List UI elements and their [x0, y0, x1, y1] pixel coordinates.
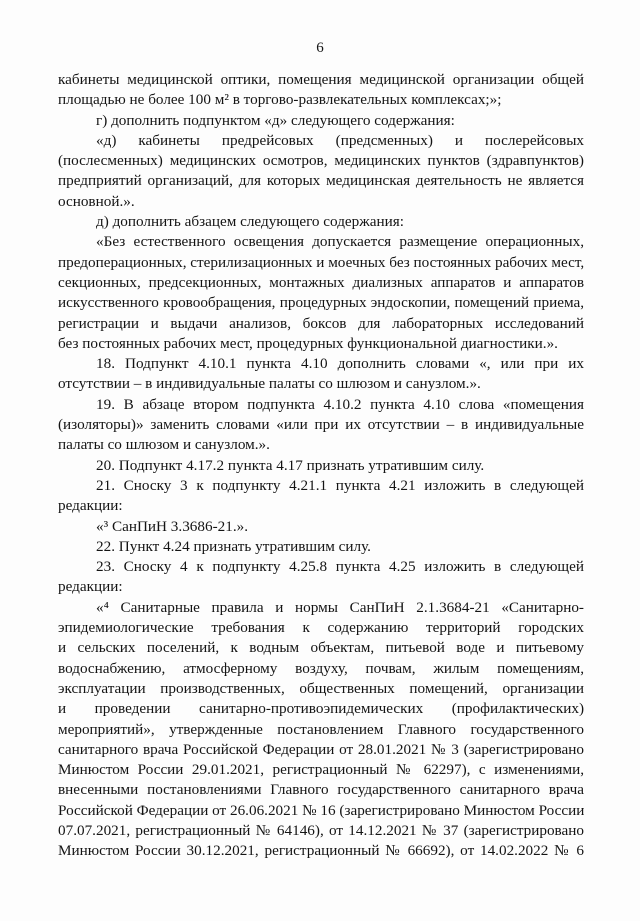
text-line: внесенными постановлениями Главного государственного санитарного врача — [58, 781, 584, 799]
text-line: 22. Пункт 4.24 признать утратившим силу. — [96, 537, 371, 555]
text-line: водоснабжению, атмосферному воздуху, почвам, жилым помещениям, — [58, 659, 584, 677]
text-line: Минюстом России 29.01.2021, регистрационный № 62297), с изменениями, — [58, 761, 584, 779]
text-line: секционных, предсекционных, монтажных диализных аппаратов и аппаратов — [58, 273, 584, 291]
text-line: мероприятий», утвержденные постановлением Главного государственного — [58, 720, 584, 738]
text-line: эпидемиологические требования к содержанию территорий городских — [58, 619, 584, 637]
text-line: предприятий организаций, для которых медицинская деятельность не является — [58, 172, 584, 190]
text-line: основной.». — [58, 192, 135, 210]
text-line: 19. В абзаце втором подпункта 4.10.2 пункта 4.10 слова «помещения — [96, 395, 584, 413]
text-line: 07.07.2021, регистрационный № 64146), от 14.12.2021 № 37 (зарегистрировано — [58, 821, 584, 839]
text-line: Минюстом России 30.12.2021, регистрационный № 66692), от 14.02.2022 № 6 — [58, 842, 584, 860]
text-line: г) дополнить подпунктом «д» следующего содержания: — [96, 111, 455, 129]
text-line: 21. Сноску 3 к подпункту 4.21.1 пункта 4.21 изложить в следующей — [96, 476, 584, 494]
text-line: кабинеты медицинской оптики, помещения медицинской организации общей — [58, 71, 584, 88]
text-line: площадью не более 100 м² в торгово-развлекательных комплексах;»; — [58, 91, 502, 109]
text-line: предоперационных, стерилизационных и моечных без постоянных рабочих мест, — [58, 253, 584, 271]
text-line: 23. Сноску 4 к подпункту 4.25.8 пункта 4.25 изложить в следующей — [96, 558, 584, 576]
text-line: (послесменных) медицинских осмотров, медицинских пунктов (здравпунктов) — [58, 152, 584, 170]
text-line: регистрации и выдачи анализов, боксов для лабораторных исследований — [58, 314, 584, 332]
text-line: (изоляторы)» заменить словами «или при их отсутствии – в индивидуальные — [58, 416, 584, 434]
page-number: 6 — [316, 40, 324, 56]
text-line: редакции: — [58, 497, 123, 515]
text-line: редакции: — [58, 578, 123, 596]
text-line: отсутствии – в индивидуальные палаты со шлюзом и санузлом.». — [58, 375, 481, 393]
text-line: без постоянных рабочих мест, процедурных функциональной диагностики.». — [58, 334, 558, 352]
text-line: «³ СанПиН 3.3686-21.». — [96, 517, 249, 535]
text-line: санитарного врача Российской Федерации от 28.01.2021 № 3 (зарегистрировано — [58, 740, 584, 758]
text-line: и проведении санитарно-противоэпидемических (профилактических) — [58, 700, 584, 718]
document-body — [58, 70, 584, 862]
text-line: 18. Подпункт 4.10.1 пункта 4.10 дополнить словами «, или при их — [96, 355, 584, 373]
text-line: Российской Федерации от 26.06.2021 № 16 (зарегистрировано Минюстом России — [58, 801, 584, 819]
text-line: 20. Подпункт 4.17.2 пункта 4.17 признать утратившим силу. — [96, 456, 485, 474]
text-line: д) дополнить абзацем следующего содержания: — [96, 213, 404, 231]
text-line: эксплуатации производственных, общественных помещений, организации — [58, 679, 584, 697]
text-line: искусственного кровообращения, процедурных эндоскопии, помещений приема, — [58, 294, 584, 312]
text-line: «д) кабинеты предрейсовых (предсменных) и послерейсовых — [96, 131, 584, 149]
text-line: и сельских поселений, к водным объектам, питьевой воде и питьевому — [58, 639, 584, 657]
text-line: «⁴ Санитарные правила и нормы СанПиН 2.1.3684-21 «Санитарно- — [96, 598, 584, 616]
text-line: палаты со шлюзом и санузлом.». — [58, 436, 270, 454]
text-line: «Без естественного освещения допускается размещение операционных, — [96, 233, 584, 251]
